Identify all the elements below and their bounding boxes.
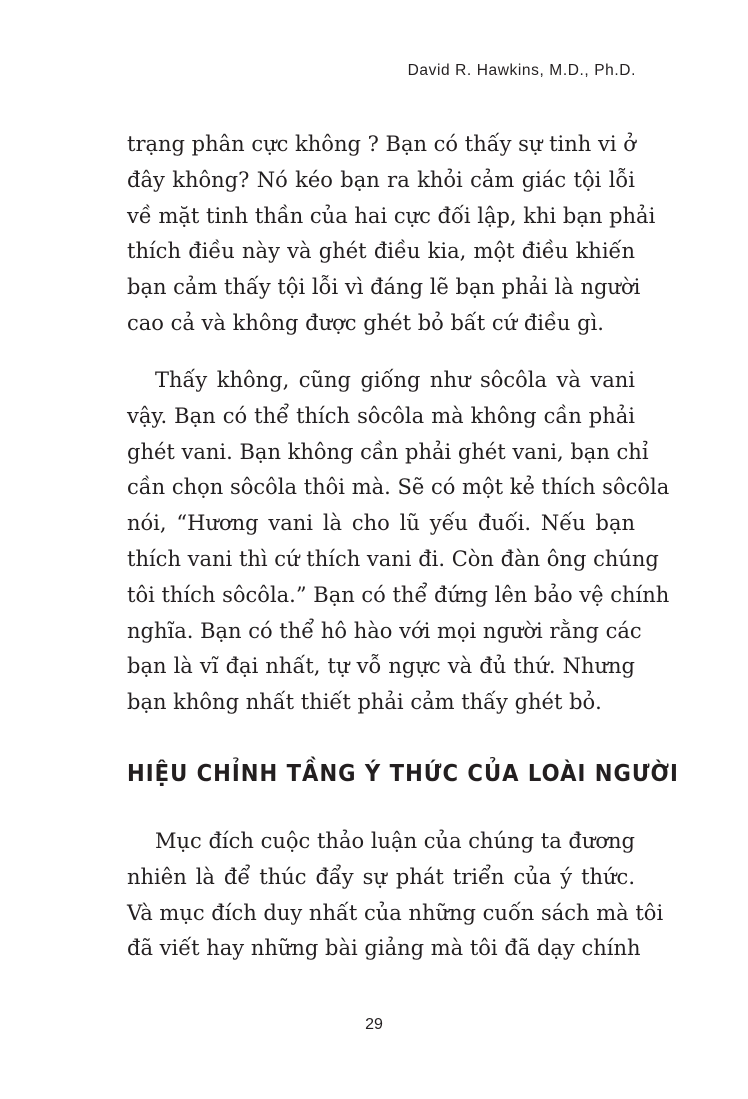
- text-line: tôi thích sôcôla.” Bạn có thể đứng lên bảo vệ chính: [127, 582, 670, 607]
- text-line: vậy. Bạn có thể thích sôcôla mà không cần phải: [127, 403, 635, 428]
- text-line: trạng phân cực không ? Bạn có thấy sự tinh vi ở: [127, 132, 636, 156]
- body-paragraph: [127, 363, 670, 721]
- text-line: bạn không nhất thiết phải cảm thấy ghét bỏ.: [127, 690, 602, 715]
- text-line: nói, “Hương vani là cho lũ yếu đuối. Nếu bạn: [127, 511, 635, 536]
- section-heading: HIỆU CHỈNH TẦNG Ý THỨC CỦA LOÀI NGƯỜI: [127, 761, 679, 787]
- text-line: thích điều này và ghét điều kia, một điều khiến: [127, 239, 635, 264]
- text-line: cần chọn sôcôla thôi mà. Sẽ có một kẻ thích sôcôla: [127, 475, 670, 500]
- text-line: bạn cảm thấy tội lỗi vì đáng lẽ bạn phải là người: [127, 275, 641, 300]
- text-line: đây không? Nó kéo bạn ra khỏi cảm giác tội lỗi: [127, 167, 635, 192]
- text-line: đã viết hay những bài giảng mà tôi đã dạy chính: [127, 936, 641, 961]
- text-line: về mặt tinh thần của hai cực đối lập, khi bạn phải: [127, 203, 656, 228]
- body-paragraph: [127, 824, 664, 967]
- page-number: 29: [365, 1016, 383, 1033]
- text-line: cao cả và không được ghét bỏ bất cứ điều gì.: [127, 310, 604, 335]
- text-line: Mục đích cuộc thảo luận của chúng ta đương: [155, 829, 635, 853]
- text-line: nhiên là để thúc đẩy sự phát triển của ý thức.: [127, 864, 635, 889]
- body-paragraph: [127, 127, 656, 342]
- text-line: Và mục đích duy nhất của những cuốn sách mà tôi: [127, 900, 664, 925]
- text-line: nghĩa. Bạn có thể hô hào với mọi người rằng các: [127, 618, 642, 643]
- running-header: David R. Hawkins, M.D., Ph.D.: [407, 62, 636, 79]
- text-line: Thấy không, cũng giống như sôcôla và vani: [155, 368, 635, 392]
- text-line: bạn là vĩ đại nhất, tự vỗ ngực và đủ thứ. Nhưng: [127, 654, 635, 679]
- text-line: thích vani thì cứ thích vani đi. Còn đàn ông chúng: [127, 546, 659, 571]
- text-line: ghét vani. Bạn không cần phải ghét vani, bạn chỉ: [127, 439, 649, 464]
